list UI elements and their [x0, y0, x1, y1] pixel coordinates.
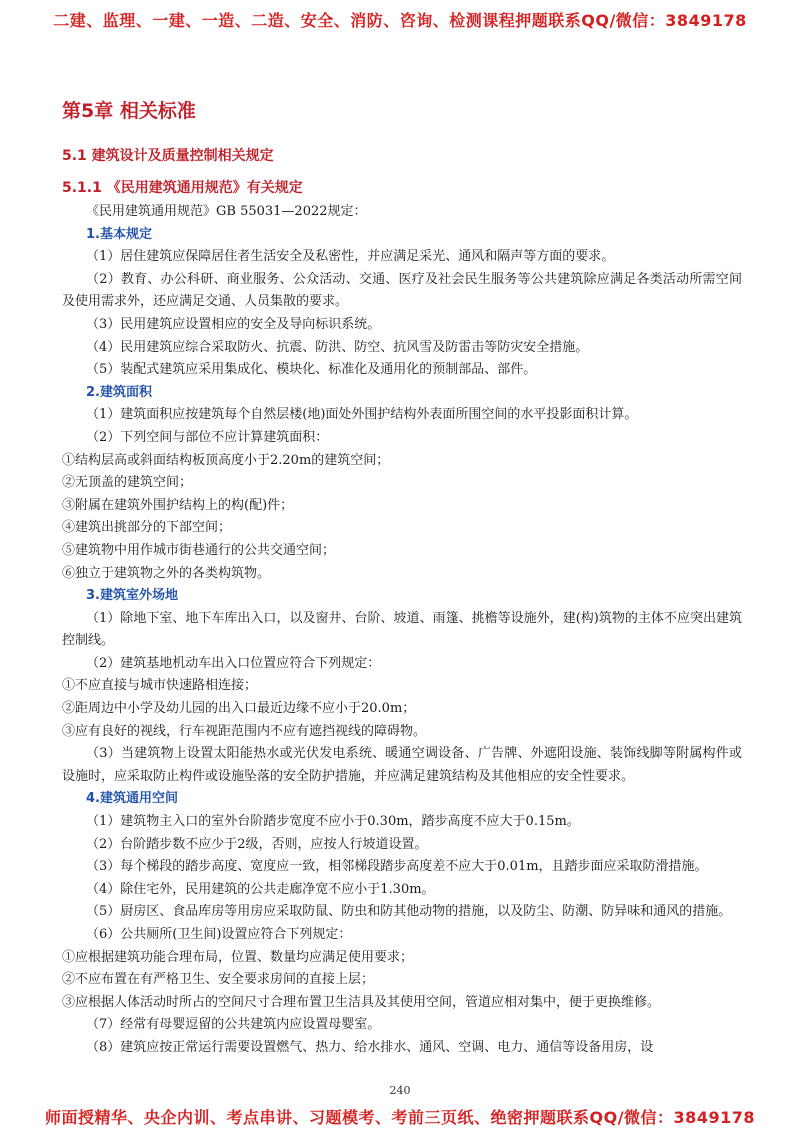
clause-item: ②无顶盖的建筑空间；: [62, 475, 193, 491]
page-content: [62, 96, 742, 1060]
clause-item: ③应根据人体活动时所占的空间尺寸合理布置卫生洁具及其使用空间，管道应相对集中，便于更换维修。: [62, 994, 661, 1010]
clause-item: ④建筑出挑部分的下部空间；: [62, 520, 232, 536]
clause-item: ②距周边中小学及幼儿园的出入口最近边缘不应小于20.0m；: [62, 701, 416, 717]
clause-item: ③应有良好的视线，行车视距范围内不应有遮挡视线的障碍物。: [62, 723, 427, 739]
clause-item: （1）居住建筑应保障居住者生活安全及私密性，并应满足采光、通风和隔声等方面的要求。: [86, 249, 615, 265]
clause-heading: 2.建筑面积: [86, 384, 152, 400]
clause-item: （8）建筑应按正常运行需要设置燃气、热力、给水排水、通风、空调、电力、通信等设备用房，设: [86, 1039, 654, 1055]
clause-item: （2）教育、办公科研、商业服务、公众活动、交通、医疗及社会民生服务等公共建筑除应满足各类活动所需空间及使用需求外，还应满足交通、人员集散的要求。: [62, 271, 742, 310]
clause-item: （2）台阶踏步数不应少于2级，否则，应按人行坡道设置。: [86, 836, 428, 852]
subsection-title: 5.1.1 《民用建筑通用规范》有关规定: [62, 180, 303, 196]
clause-item: （2）下列空间与部位不应计算建筑面积：: [86, 429, 329, 445]
clause-item: （3）每个梯段的踏步高度、宽度应一致，相邻梯段踏步高度差不应大于0.01m，且踏步面应采取防滑措施。: [86, 859, 708, 875]
clause-item: （2）建筑基地机动车出入口位置应符合下列规定：: [86, 655, 381, 671]
section-title: 5.1 建筑设计及质量控制相关规定: [62, 148, 274, 164]
page-number: 240: [389, 1084, 411, 1097]
clause-item: ③附属在建筑外围护结构上的构(配)件；: [62, 497, 294, 513]
clause-heading: 1.基本规定: [86, 226, 152, 242]
clause-item: （4）除住宅外，民用建筑的公共走廊净宽不应小于1.30m。: [86, 881, 435, 897]
clause-item: （5）装配式建筑应采用集成化、模块化、标准化及通用化的预制部品、部件。: [86, 362, 537, 378]
clause-item: ①结构层高或斜面结构板顶高度小于2.20m的建筑空间；: [62, 452, 390, 468]
clause-blocks: [62, 224, 742, 1060]
clause-item: （1）除地下室、地下车库出入口，以及窗井、台阶、坡道、雨篷、挑檐等设施外，建(构)筑物的主体不应突出建筑控制线。: [62, 610, 742, 649]
bottom-banner: 师面授精华、央企内训、考点串讲、习题模考、考前三页纸、绝密押题联系QQ/微信：3849178: [45, 1108, 755, 1127]
clause-item: （3）民用建筑应设置相应的安全及导向标识系统。: [86, 316, 381, 332]
clause-heading: 3.建筑室外场地: [86, 588, 178, 604]
clause-item: ②不应布置在有严格卫生、安全要求房间的直接上层；: [62, 972, 375, 988]
clause-item: （6）公共厕所(卫生间)设置应符合下列规定：: [86, 927, 352, 942]
clause-item: ①不应直接与城市快速路相连接；: [62, 678, 258, 694]
clause-item: ①应根据建筑功能合理布局，位置、数量均应满足使用要求；: [62, 949, 414, 965]
clause-item: ⑤建筑物中用作城市街巷通行的公共交通空间；: [62, 542, 336, 558]
clause-item: ⑥独立于建筑物之外的各类构筑物。: [62, 565, 271, 581]
clause-heading: 4.建筑通用空间: [86, 791, 178, 807]
clause-item: （5）厨房区、食品库房等用房应采取防鼠、防虫和防其他动物的措施，以及防尘、防潮、防异味和通风的措施。: [86, 904, 732, 920]
top-banner: 二建、监理、一建、一造、二造、安全、消防、咨询、检测课程押题联系QQ/微信：3849178: [53, 11, 747, 30]
chapter-title: 第5章 相关标准: [62, 100, 196, 122]
clause-item: （4）民用建筑应综合采取防火、抗震、防洪、防空、抗风雪及防雷击等防灾安全措施。: [86, 339, 589, 355]
intro-paragraph: 《民用建筑通用规范》GB 55031—2022规定：: [86, 204, 367, 219]
clause-item: （7）经常有母婴逗留的公共建筑内应设置母婴室。: [86, 1017, 381, 1033]
clause-item: （3）当建筑物上设置太阳能热水或光伏发电系统、暖通空调设备、广告牌、外遮阳设施、装饰线脚等附属构件或设施时，应采取防止构件或设施坠落的安全防护措施，并应满足建筑结构及其他相应的安全性要求。: [62, 746, 742, 784]
clause-item: （1）建筑面积应按建筑每个自然层楼(地)面处外围护结构外表面所围空间的水平投影面积计算。: [86, 407, 638, 423]
clause-item: （1）建筑物主入口的室外台阶踏步宽度不应小于0.30m，踏步高度不应大于0.15m。: [86, 814, 580, 830]
